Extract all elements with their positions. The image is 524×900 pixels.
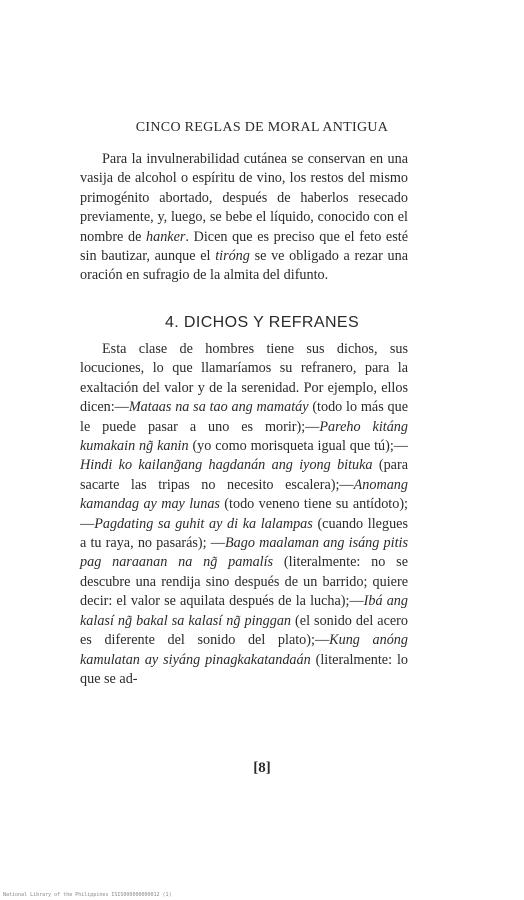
library-footer-mark: National Library of the Philippines ISIS000000000012 (1) bbox=[3, 892, 172, 898]
text-run: (literalmente: no se descubre una rendija sino después de un barrido; quiere decir: el valor se aquilata después de la lucha);— bbox=[80, 554, 408, 610]
text-run: (todo veneno tiene su antídoto);— bbox=[80, 496, 408, 532]
page-number: [8] bbox=[253, 760, 271, 776]
section-heading: 4. DICHOS Y REFRANES bbox=[164, 314, 360, 331]
tagalog-phrase: tiróng bbox=[215, 248, 250, 265]
tagalog-phrase: Hindi ko kailang̃ang hagdanán ang iyong bituka bbox=[80, 457, 373, 474]
paragraph-2-text bbox=[80, 340, 408, 689]
text-run: (literalmente: lo que se ad- bbox=[80, 651, 408, 687]
text-run: . Dicen que es preciso que el feto esté sin bautizar, aunque el bbox=[80, 228, 408, 265]
tagalog-phrase: Ibá ang kalasí ng̃ bakal sa kalasí ng̃ pinggan bbox=[80, 593, 408, 629]
tagalog-phrase: Mataas na sa tao ang mamatáy bbox=[128, 399, 309, 416]
text-run: (cuando llegues a tu raya, no pasarás); — bbox=[80, 515, 408, 552]
text-run: (yo como morisqueta igual que tú);— bbox=[188, 438, 408, 455]
text-run: se ve obligado a rezar una oración en sufragio de la almita del difunto. bbox=[80, 248, 408, 284]
tagalog-phrase: hanker bbox=[146, 228, 186, 245]
tagalog-phrase: Kung anóng kamulatan ay siyáng pinagkakatandaán bbox=[80, 632, 408, 668]
text-run: (todo lo más que le puede pasar a uno es morir);— bbox=[80, 399, 408, 435]
text-run: (el sonido del acero es diferente del sonido del plato);— bbox=[80, 612, 409, 649]
tagalog-phrase: Pagdating sa guhit ay di ka lalampas bbox=[94, 515, 313, 532]
paragraph-1-text bbox=[80, 150, 408, 286]
paragraph-invulnerability bbox=[80, 150, 408, 286]
tagalog-phrase: Pareho kitáng kumakain ng̃ kanin bbox=[80, 418, 408, 455]
text-run: Para la invulnerabilidad cutánea se conservan en una vasija de alcohol o espíritu de vino, los restos del mismo primogénito abortado, después de haberlos resecado previamente, y, luego, se bebe el líquido, conocido con el nombre de bbox=[80, 151, 408, 245]
text-run: Esta clase de hombres tiene sus dichos, sus locuciones, lo que llamaríamos su refranero, para la exaltación del valor y de la serenidad. Por ejemplo, ellos dicen:— bbox=[80, 341, 408, 416]
tagalog-phrase: Bago maalaman ang isáng pitis pag naraanan na ng̃ pamalís bbox=[80, 535, 408, 571]
text-run: (para sacarte las tripas no necesito escalera);— bbox=[80, 457, 408, 493]
paragraph-sayings bbox=[80, 340, 408, 689]
tagalog-phrase: Anomang kamandag ay may lunas bbox=[80, 476, 408, 513]
running-head: CINCO REGLAS DE MORAL ANTIGUA bbox=[135, 120, 389, 135]
